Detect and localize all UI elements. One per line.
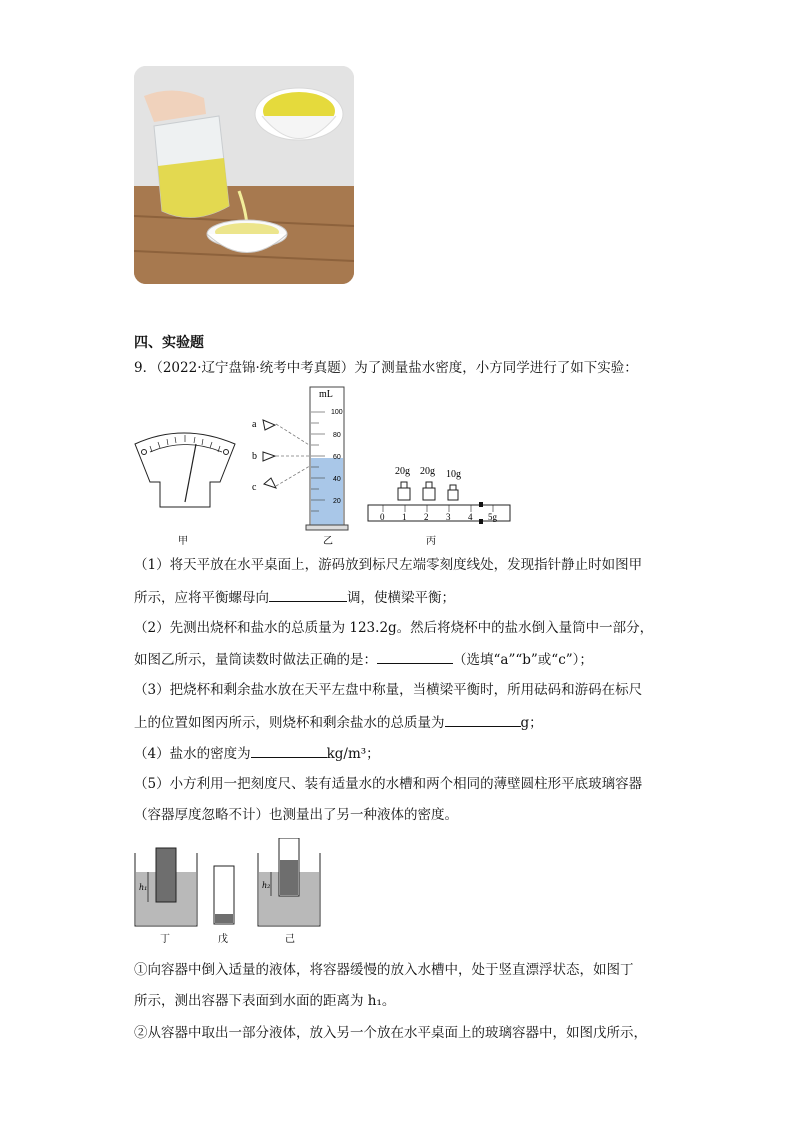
- q-part-2b: 如图乙所示，量筒读数时做法正确的是： （选填“a”“b”或“c”）；: [134, 649, 593, 670]
- section-title: 四、实验题: [134, 335, 204, 351]
- figure-floating-containers: [130, 838, 330, 948]
- q-part-5b: （容器厚度忽略不计）也测量出了另一种液体的密度。: [134, 807, 458, 823]
- label-h2: h₂: [262, 881, 271, 890]
- label-bing: 丙: [426, 536, 436, 547]
- eye-label-a: a: [252, 419, 257, 430]
- label-wu: 戊: [218, 934, 228, 945]
- weight-label-2: 20g: [420, 466, 435, 477]
- eye-c-icon: [264, 478, 276, 488]
- q-part-2: （2）先测出烧杯和盐水的总质量为 123.2g。然后将烧杯中的盐水倒入量筒中一部分，: [134, 620, 654, 636]
- question-intro: 9．（2022·辽宁盘锦·统考中考真题）为了测量盐水密度，小方同学进行了如下实验：: [134, 360, 638, 376]
- cyl-tick-40: 40: [333, 476, 341, 483]
- q-part-3: （3）把烧杯和剩余盐水放在天平左盘中称量，当横梁平衡时，所用砝码和游码在标尺: [134, 682, 643, 698]
- weight-label-3: 10g: [446, 469, 461, 480]
- cyl-tick-60: 60: [333, 454, 341, 461]
- ruler-tick-3: 3: [446, 512, 451, 522]
- cyl-tick-100: 100: [331, 409, 343, 416]
- ruler-tick-4: 4: [468, 512, 473, 522]
- cyl-tick-80: 80: [333, 432, 341, 439]
- weights-icon: [398, 482, 458, 500]
- answer-blank-1[interactable]: [269, 587, 347, 602]
- label-h1: h₁: [139, 883, 148, 892]
- figure-balance-cylinder: [130, 382, 530, 552]
- ruler-tick-1: 1: [402, 512, 407, 522]
- answer-blank-4[interactable]: [251, 743, 327, 758]
- q-part-3b: 上的位置如图丙所示，则烧杯和剩余盐水的总质量为 g；: [134, 712, 543, 733]
- answer-blank-3[interactable]: [445, 712, 521, 727]
- ruler-tick-5g: 5g: [488, 512, 497, 522]
- q-part-1: （1）将天平放在水平桌面上，游码放到标尺左端零刻度线处，发现指针静止时如图甲: [134, 557, 643, 573]
- eye-b-icon: [263, 452, 275, 461]
- rider-marker: [479, 502, 483, 507]
- q-part-4: （4）盐水的密度为 kg/m³；: [134, 743, 380, 764]
- label-jia: 甲: [178, 536, 188, 547]
- balance-pointer-diagram: [135, 433, 235, 507]
- step-1b: 所示，测出容器下表面到水面的距离为 h₁。: [134, 993, 396, 1009]
- label-yi: 乙: [323, 536, 333, 547]
- graduated-cylinder: [306, 387, 348, 530]
- eye-a-icon: [263, 420, 275, 430]
- cylinder-unit: mL: [319, 389, 333, 400]
- label-ding: 丁: [160, 934, 170, 945]
- weight-label-1: 20g: [395, 466, 410, 477]
- ruler-tick-2: 2: [424, 512, 429, 522]
- eye-label-b: b: [252, 451, 257, 462]
- cyl-tick-20: 20: [333, 498, 341, 505]
- eye-label-c: c: [252, 482, 257, 493]
- answer-blank-2[interactable]: [377, 649, 453, 664]
- q-part-5: （5）小方利用一把刻度尺、装有适量水的水槽和两个相同的薄壁圆柱形平底玻璃容器: [134, 776, 643, 792]
- oil-pouring-photo: [134, 66, 354, 284]
- label-ji: 己: [285, 934, 295, 945]
- step-1: ①向容器中倒入适量的液体，将容器缓慢的放入水槽中，处于竖直漂浮状态，如图丁: [134, 962, 634, 978]
- ruler-tick-0: 0: [380, 512, 385, 522]
- step-2: ②从容器中取出一部分液体，放入另一个放在水平桌面上的玻璃容器中，如图戊所示，: [134, 1025, 647, 1041]
- q-part-1b: 所示，应将平衡螺母向 调，使横梁平衡；: [134, 587, 455, 608]
